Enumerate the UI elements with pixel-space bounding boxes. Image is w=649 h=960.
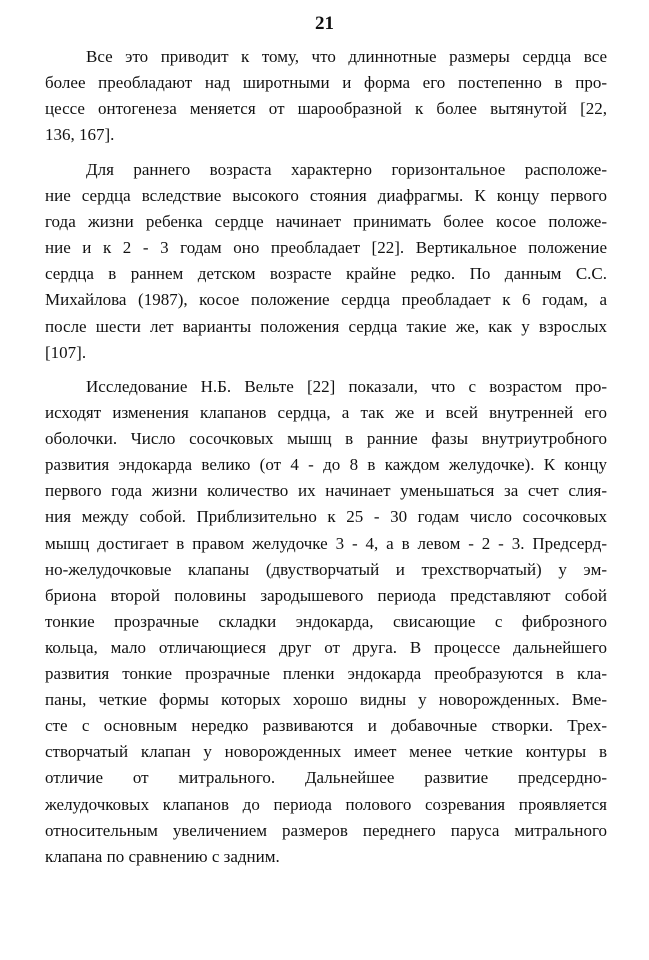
text-line: исходят изменения клапанов сердца, а так же и всей внутренней его [45,403,607,423]
paragraph [45,374,607,870]
text-line: ние и к 2 - 3 годам оно преобладает [22]. Вертикальное положение [45,238,607,258]
text-line: цессе онтогенеза меняется от шарообразной к более вытянутой [22, [45,99,607,119]
text-line: относительным увеличением размеров переднего паруса митрального [45,820,607,840]
text-line: ния между собой. Приблизительно к 25 - 30 годам число сосочковых [45,507,607,527]
paragraph [45,44,607,148]
text-line: бриона второй половины зародышевого периода представляют собой [45,585,607,605]
text-line: [107]. [45,342,87,362]
text-line: Исследование Н.Б. Вельте [22] показали, что с возрастом про- [86,377,607,396]
text-line: мышц достигает в правом желудочке 3 - 4, а в левом - 2 - 3. Предсерд- [45,533,607,553]
page-number: 21 [315,13,334,34]
text-line: ние сердца вследствие высокого стояния диафрагмы. К концу первого [45,186,607,206]
text-line: первого года жизни количество их начинает уменьшаться за счет слия- [45,481,607,501]
text-line: желудочковых клапанов до периода полового созревания проявляется [45,794,607,814]
text-line: Михайлова (1987), косое положение сердца преобладает к 6 годам, а [45,290,607,310]
text-line: более преобладают над широтными и форма его постепенно в про- [45,73,607,93]
text-line: створчатый клапан у новорожденных имеет менее четкие контуры в [45,742,607,762]
text-line: развития эндокарда велико (от 4 - до 8 в каждом желудочке). К концу [45,455,607,475]
text-line: сте с основным нередко развиваются и добавочные створки. Трех- [45,716,607,736]
text-line: отличие от митрального. Дальнейшее развитие предсердно- [45,768,607,788]
text-line: тонкие прозрачные складки эндокарда, свисающие с фиброзного [45,611,607,631]
text-line: года жизни ребенка сердце начинает принимать более косое положе- [45,212,607,232]
text-line: сердца в раннем детском возрасте крайне редко. По данным С.С. [45,264,607,284]
text-line: паны, четкие формы которых хорошо видны у новорожденных. Вме- [45,690,607,710]
text-line: но-желудочковые клапаны (двустворчатый и трехстворчатый) у эм- [45,559,607,579]
text-line: 136, 167]. [45,125,115,145]
paragraph [45,157,607,366]
text-line: оболочки. Число сосочковых мышц в ранние фазы внутриутробного [45,429,607,449]
text-line: развития тонкие прозрачные пленки эндокарда преобразуются в кла- [45,664,607,684]
text-line: Все это приводит к тому, что длиннотные размеры сердца все [86,47,607,66]
text-line: Для раннего возраста характерно горизонтальное расположе- [86,160,607,179]
text-line: клапана по сравнению с задним. [45,846,280,866]
text-line: после шести лет варианты положения сердца такие же, как у взрослых [45,316,607,336]
text-line: кольца, мало отличающиеся друг от друга. В процессе дальнейшего [45,637,607,657]
